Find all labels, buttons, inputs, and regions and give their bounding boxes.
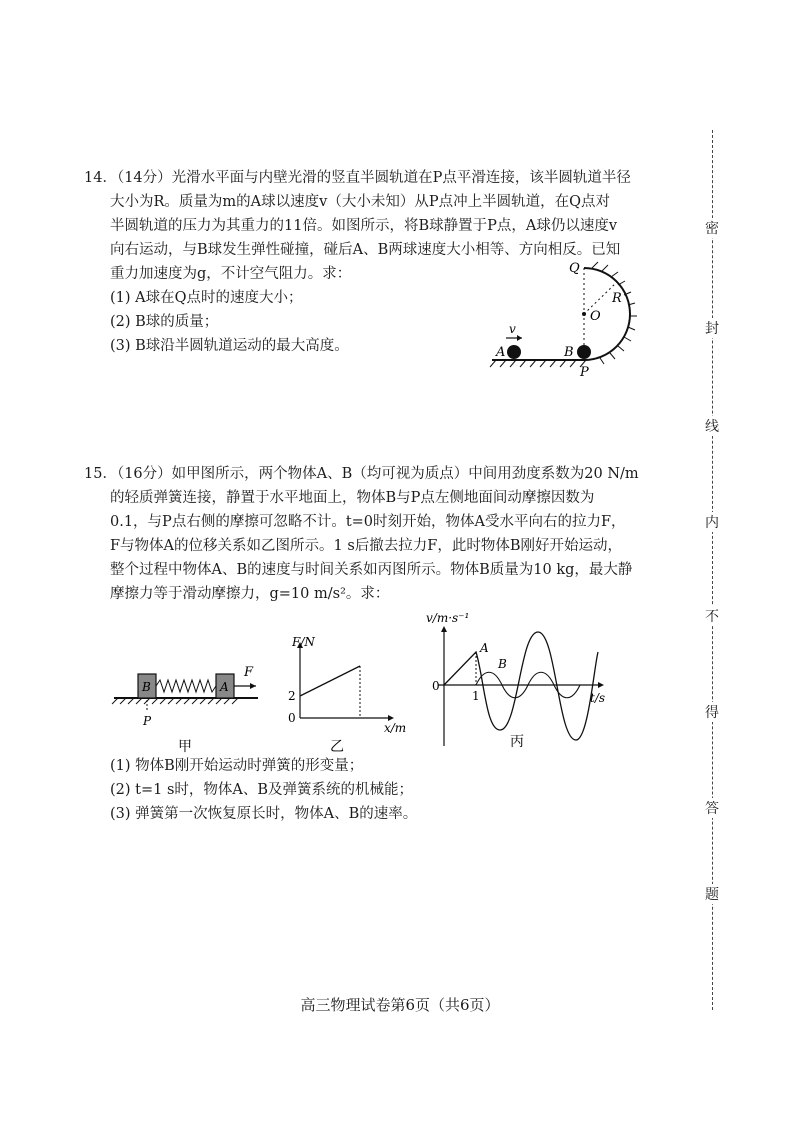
seal-char-1: 密 [700, 218, 724, 238]
q15-line-5: 整个过程中物体A、B的速度与时间关系如丙图所示。物体B质量为10 kg，最大静 [110, 562, 633, 578]
label-b: B [498, 657, 507, 671]
q15-line-3: 0.1，与P点右侧的摩擦可忽略不计。t=0时刻开始，物体A受水平向右的拉力F， [110, 514, 626, 530]
q15-line-1: 15．（16分）如甲图所示，两个物体A、B（均可视为质点）中间用劲度系数为20 N/m [84, 466, 639, 482]
center-point [582, 312, 586, 316]
q14-semicircle-track-figure [484, 250, 654, 378]
q14-line-4: 向右运动，与B球发生弹性碰撞，碰后A、B两球速度大小相等、方向相反。已知 [110, 242, 621, 258]
q15-sub-2: (2) t=1 s时，物体A、B及弹簧系统的机械能； [110, 782, 414, 798]
y-label: v/m·s⁻¹ [426, 611, 470, 625]
q14-sub-2: (2) B球的质量； [110, 314, 219, 330]
force-arrowhead [250, 683, 256, 689]
seal-char-6: 得 [700, 702, 724, 722]
label-b: B [142, 680, 151, 694]
q14-line-1: 14．（14分）光滑水平面与内壁光滑的竖直半圆轨道在P点平滑连接，该半圆轨道半径 [84, 170, 631, 186]
seal-char-8: 题 [700, 884, 724, 904]
label-r: R [612, 291, 622, 306]
q15-line-2: 的轻质弹簧连接，静置于水平地面上，物体B与P点左侧地面间动摩擦因数为 [110, 490, 595, 506]
y-label: F/N [292, 635, 315, 649]
tick-1: 1 [472, 689, 480, 703]
label-b: B [564, 345, 574, 360]
q15-figure-jia [108, 660, 268, 760]
label-a: A [480, 641, 489, 655]
ball-b [577, 345, 591, 359]
seal-char-5: 不 [700, 606, 724, 626]
seal-dashed-line [712, 130, 713, 1010]
label-v: v [509, 322, 516, 336]
ball-a [507, 345, 521, 359]
caption-jia: 甲 [178, 739, 192, 755]
origin-label: 0 [432, 679, 440, 693]
y-axis-arrow [441, 626, 447, 632]
t-label: t/s [590, 691, 606, 705]
spring [156, 680, 216, 692]
q15-line-6: 摩擦力等于滑动摩擦力，g=10 m/s²。求： [110, 586, 390, 602]
label-o: O [590, 309, 601, 324]
seal-char-4: 内 [700, 512, 724, 532]
q14-sub-3: (3) B球沿半圆轨道运动的最大高度。 [110, 338, 349, 354]
seal-char-3: 线 [700, 416, 724, 436]
q14-sub-1: (1) A球在Q点时的速度大小； [110, 290, 303, 306]
t-axis-arrow [598, 682, 604, 688]
tick-2: 2 [288, 689, 296, 703]
q15-sub-3: (3) 弹簧第一次恢复原长时，物体A、B的速率。 [110, 806, 418, 822]
page-footer: 高三物理试卷第6页（共6页） [300, 996, 500, 1014]
q15-figure-yi [280, 632, 420, 760]
ground-hatching [490, 360, 586, 367]
seal-char-2: 封 [700, 318, 724, 338]
x-label: x/m [384, 721, 407, 735]
caption-bing: 丙 [510, 734, 524, 750]
label-f: F [244, 665, 254, 680]
q14-line-5: 重力加速度为g，不计空气阻力。求： [110, 266, 352, 282]
q15-sub-1: (1) 物体B刚开始运动时弹簧的形变量； [110, 758, 364, 774]
velocity-arrowhead [517, 335, 522, 341]
tick-0: 0 [288, 711, 296, 725]
force-displacement-line [300, 666, 360, 696]
label-q: Q [569, 261, 580, 276]
q15-figure-bing [424, 608, 614, 758]
label-p: P [580, 365, 589, 378]
q14-line-3: 半圆轨道的压力为其重力的11倍。如图所示，将B球静置于P点，A球仍以速度v [110, 218, 618, 234]
label-a: A [220, 680, 229, 694]
q15-line-4: F与物体A的位移关系如乙图所示。1 s后撤去拉力F，此时物体B刚好开始运动， [110, 538, 623, 554]
label-a: A [496, 345, 506, 360]
velocity-curve-a [444, 632, 598, 740]
q14-line-2: 大小为R。质量为m的A球以速度v（大小未知）从P点冲上半圆轨道，在Q点对 [110, 194, 610, 210]
caption-yi: 乙 [330, 739, 344, 755]
seal-char-7: 答 [700, 798, 724, 818]
label-p: P [143, 714, 152, 728]
